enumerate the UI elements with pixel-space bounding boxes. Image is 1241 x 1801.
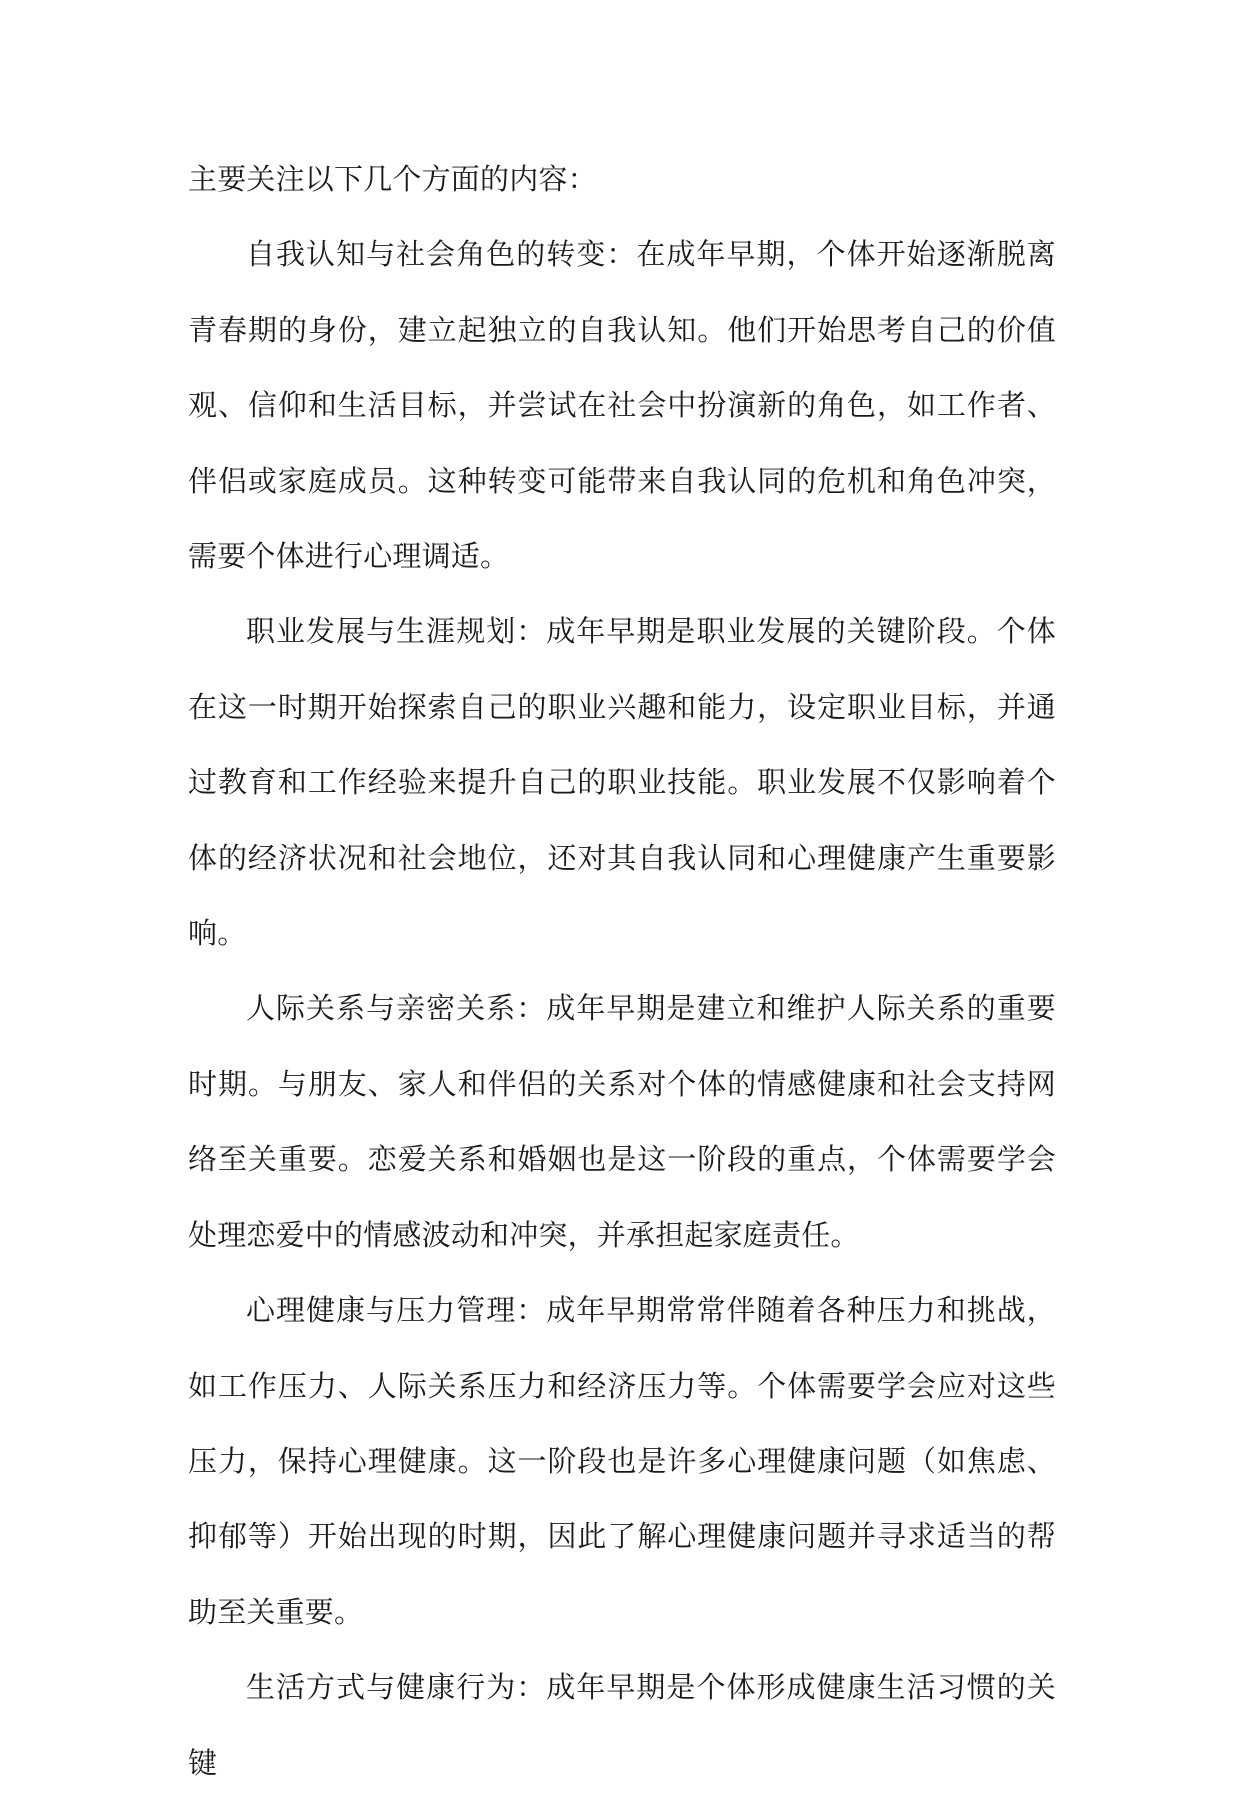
paragraph-career-development: 职业发展与生涯规划：成年早期是职业发展的关键阶段。个体在这一时期开始探索自己的职业兴趣和能力，设定职业目标，并通过教育和工作经验来提升自己的职业技能。职业发展不仅影响着个体的经济状况和社会地位，还对其自我认同和心理健康产生重要影响。 <box>188 614 1056 951</box>
document-body <box>188 142 1056 1801</box>
paragraph-lifestyle: 生活方式与健康行为：成年早期是个体形成健康生活习惯的关键 <box>188 1670 1056 1780</box>
paragraph-intro: 主要关注以下几个方面的内容： <box>188 162 597 196</box>
paragraph-self-cognition: 自我认知与社会角色的转变：在成年早期，个体开始逐渐脱离青春期的身份，建立起独立的自我认知。他们开始思考自己的价值观、信仰和生活目标，并尝试在社会中扮演新的角色，如工作者、伴侣或家庭成员。这种转变可能带来自我认同的危机和角色冲突，需要个体进行心理调适。 <box>188 237 1056 574</box>
paragraph-interpersonal-relationships: 人际关系与亲密关系：成年早期是建立和维护人际关系的重要时期。与朋友、家人和伴侣的关系对个体的情感健康和社会支持网络至关重要。恋爱关系和婚姻也是这一阶段的重点，个体需要学会处理恋爱中的情感波动和冲突，并承担起家庭责任。 <box>188 991 1056 1252</box>
paragraph-mental-health: 心理健康与压力管理：成年早期常常伴随着各种压力和挑战，如工作压力、人际关系压力和经济压力等。个体需要学会应对这些压力，保持心理健康。这一阶段也是许多心理健康问题（如焦虑、抑郁等）开始出现的时期，因此了解心理健康问题并寻求适当的帮助至关重要。 <box>188 1293 1056 1629</box>
